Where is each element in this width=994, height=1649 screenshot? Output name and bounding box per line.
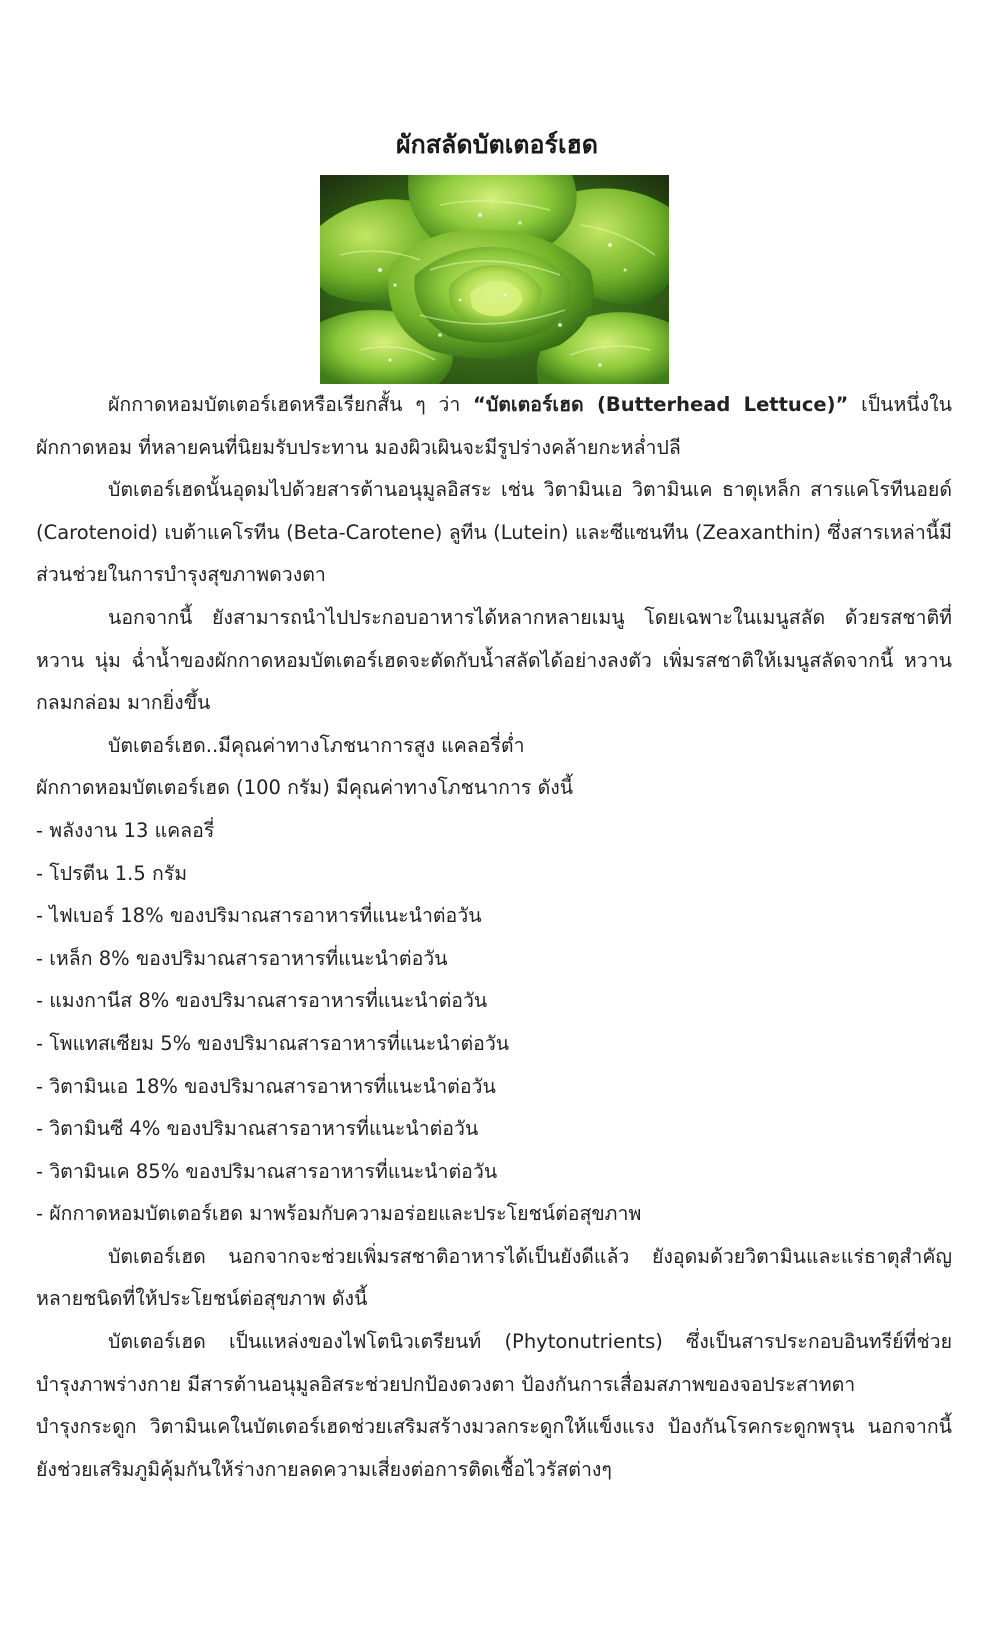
list-item: - แมงกานีส 8% ของปริมาณสารอาหารที่แนะนำต่อวัน — [36, 989, 488, 1013]
list-item: - วิตามินซี 4% ของปริมาณสารอาหารที่แนะนำต่อวัน — [36, 1117, 479, 1141]
list-item: - พลังงาน 13 แคลอรี่ — [36, 818, 215, 842]
paragraph-line: ผักกาดหอมบัตเตอร์เฮด (100 กรัม) มีคุณค่าทางโภชนาการ ดังนี้ — [36, 776, 574, 800]
list-item: - โพแทสเซียม 5% ของปริมาณสารอาหารที่แนะนำต่อวัน — [36, 1031, 510, 1055]
paragraph-line: บัตเตอร์เฮด นอกจากจะช่วยเพิ่มรสชาติอาหารได้เป็นยังดีแล้ว ยังอุดมด้วยวิตามินและแร่ธาตุสำคัญ — [108, 1244, 952, 1268]
paragraph-line: ส่วนช่วยในการบำรุงสุขภาพดวงตา — [36, 563, 326, 587]
paragraph-line: บัตเตอร์เฮด..มีคุณค่าทางโภชนาการสูง แคลอรี่ต่ำ — [108, 733, 525, 757]
butterhead-lettuce-photo — [320, 175, 669, 384]
list-item: - วิตามินเอ 18% ของปริมาณสารอาหารที่แนะนำต่อวัน — [36, 1074, 496, 1098]
list-item: - ไฟเบอร์ 18% ของปริมาณสารอาหารที่แนะนำต่อวัน — [36, 904, 482, 928]
list-item: - ผักกาดหอมบัตเตอร์เฮด มาพร้อมกับความอร่อยและประโยชน์ต่อสุขภาพ — [36, 1202, 642, 1226]
paragraph-line: บัตเตอร์เฮดนั้นอุดมไปด้วยสารต้านอนุมูลอิสระ เช่น วิตามินเอ วิตามินเค ธาตุเหล็ก สารแคโรทีนอยด์ — [108, 478, 952, 502]
intro-text-end: เป็นหนึ่งใน — [848, 393, 952, 416]
paragraph-line: หวาน นุ่ม ฉ่ำน้ำของผักกาดหอมบัตเตอร์เฮดจะตัดกับน้ำสลัดได้อย่างลงตัว เพิ่มรสชาติให้เมนูสลัดจากนี้ หวาน — [36, 648, 952, 672]
paragraph-line: หลายชนิดที่ให้ประโยชน์ต่อสุขภาพ ดังนี้ — [36, 1287, 368, 1311]
lettuce-illustration — [320, 175, 669, 384]
intro-text: ผักกาดหอมบัตเตอร์เฮดหรือเรียกสั้น ๆ ว่า — [108, 393, 474, 416]
paragraph-line: บำรุงภาพร่างกาย มีสารต้านอนุมูลอิสระช่วยปกป้องดวงตา ป้องกันการเสื่อมสภาพของจอประสาทตา — [36, 1372, 856, 1396]
paragraph-line: นอกจากนี้ ยังสามารถนำไปประกอบอาหารได้หลากหลายเมนู โดยเฉพาะในเมนูสลัด ด้วยรสชาติที่ — [108, 605, 952, 629]
paragraph-line: (Carotenoid) เบต้าแคโรทีน (Beta-Carotene) ลูทีน (Lutein) และซีแซนทีน (Zeaxanthin) ซึ่งสารเหล่านี้มี — [36, 520, 952, 544]
paragraph-line: ยังช่วยเสริมภูมิคุ้มกันให้ร่างกายลดความเสี่ยงต่อการติดเชื้อไวรัสต่างๆ — [36, 1457, 612, 1481]
intro-highlight: “บัตเตอร์เฮด (Butterhead Lettuce)” — [473, 393, 849, 416]
paragraph-intro-line — [36, 384, 952, 427]
list-item: - เหล็ก 8% ของปริมาณสารอาหารที่แนะนำต่อวัน — [36, 946, 448, 970]
list-item: - โปรตีน 1.5 กรัม — [36, 861, 188, 885]
paragraph-line: บำรุงกระดูก วิตามินเคในบัตเตอร์เฮดช่วยเสริมสร้างมวลกระดูกให้แข็งแรง ป้องกันโรคกระดูกพรุน นอกจากนี้ — [36, 1415, 952, 1439]
paragraph-line: บัตเตอร์เฮด เป็นแหล่งของไฟโตนิวเตรียนท์ (Phytonutrients) ซึ่งเป็นสารประกอบอินทรีย์ที่ช่วย — [108, 1330, 952, 1354]
list-item: - วิตามินเค 85% ของปริมาณสารอาหารที่แนะนำต่อวัน — [36, 1159, 498, 1183]
paragraph-line: ผักกาดหอม ที่หลายคนที่นิยมรับประทาน มองผิวเผินจะมีรูปร่างคล้ายกะหล่ำปลี — [36, 435, 681, 459]
article-body — [36, 384, 952, 1491]
page-title: ผักสลัดบัตเตอร์เฮด — [396, 130, 598, 159]
paragraph-line: กลมกล่อม มากยิ่งขึ้น — [36, 691, 211, 715]
